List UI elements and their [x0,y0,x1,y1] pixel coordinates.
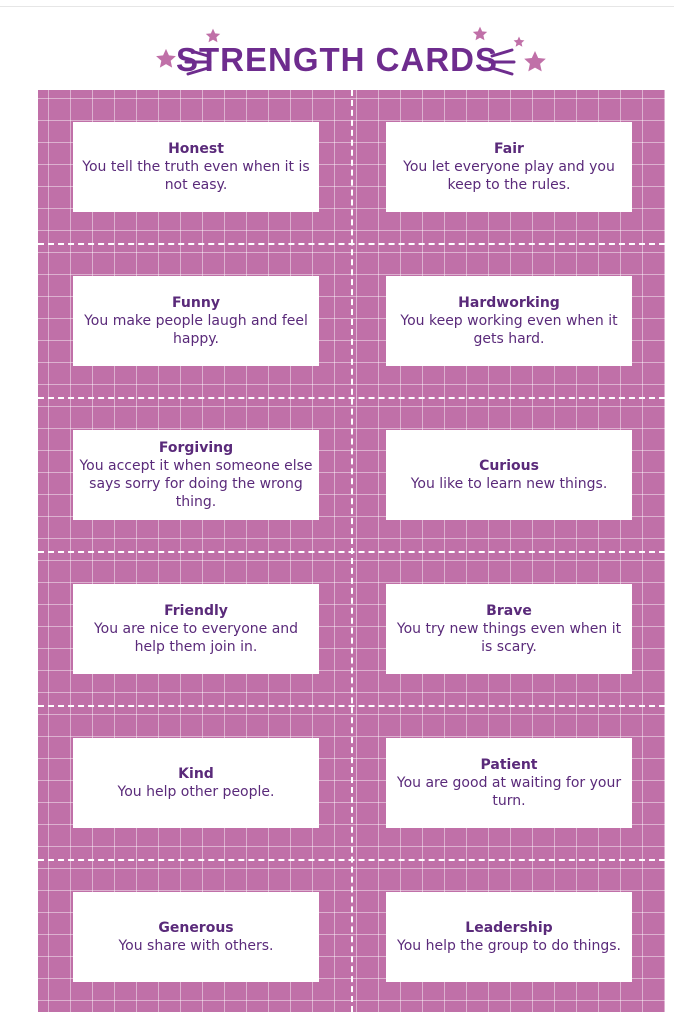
star-icon [472,26,488,42]
card-description: You make people laugh and feel happy. [84,313,308,347]
card-title: Fair [494,141,524,157]
cut-line-horizontal [38,705,665,707]
strength-card-friendly [73,584,319,674]
strength-card-patient [386,738,632,828]
card-title: Leadership [465,920,553,936]
card-title: Funny [172,295,220,311]
strength-card-hardworking [386,276,632,366]
card-description: You try new things even when it is scary. [396,621,622,655]
strength-card-kind [73,738,319,828]
card-title: Friendly [164,603,228,619]
card-title: Generous [158,920,234,936]
page-title: STRENGTH CARDS [175,41,498,78]
top-rule [0,6,674,7]
cut-line-horizontal [38,397,665,399]
card-description: You accept it when someone else says sorry for doing the wrong thing. [79,458,313,510]
cut-line-horizontal [38,859,665,861]
title-banner [0,26,674,86]
strength-card-brave [386,584,632,674]
card-title: Curious [479,458,539,474]
card-description: You are good at waiting for your turn. [396,775,622,809]
cut-line-horizontal [38,243,665,245]
strength-card-forgiving [73,430,319,520]
star-icon [513,36,525,48]
strength-card-funny [73,276,319,366]
card-title: Brave [486,603,532,619]
strength-card-curious [386,430,632,520]
strength-card-fair [386,122,632,212]
strength-card-leadership [386,892,632,982]
card-sheet [38,90,665,1012]
card-description: You help other people. [117,784,275,800]
card-description: You keep working even when it gets hard. [400,313,618,347]
card-description: You help the group to do things. [397,938,621,954]
star-icon [523,50,547,74]
strength-card-generous [73,892,319,982]
card-title: Honest [168,141,224,157]
card-description: You like to learn new things. [410,476,608,492]
card-title: Forgiving [158,440,234,456]
card-title: Patient [480,757,538,773]
cut-line-horizontal [38,551,665,553]
card-title: Kind [178,766,214,782]
card-description: You tell the truth even when it is not easy. [82,159,310,193]
card-description: You let everyone play and you keep to the rules. [403,159,615,193]
strength-card-honest [73,122,319,212]
burst-icon [484,42,516,82]
card-description: You are nice to everyone and help them join in. [93,621,299,655]
card-title: Hardworking [458,295,560,311]
card-description: You share with others. [118,938,274,954]
